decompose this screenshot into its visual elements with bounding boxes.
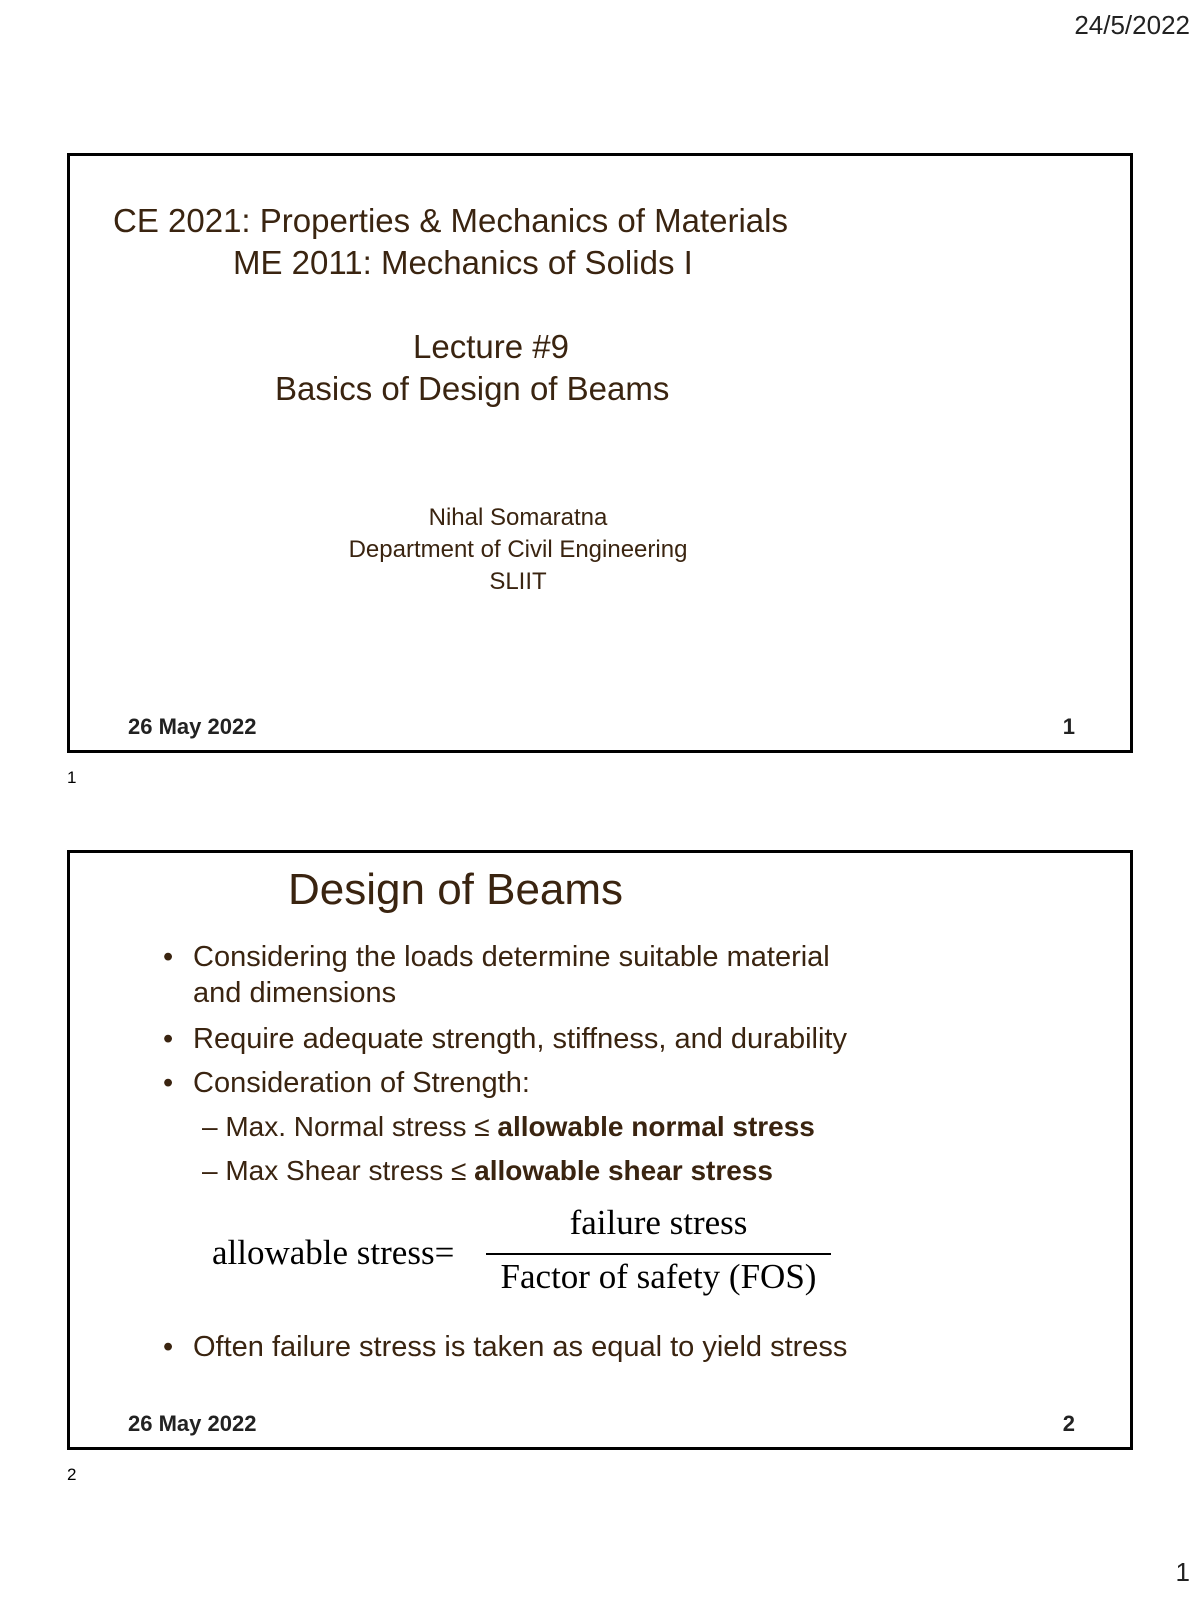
author-department: Department of Civil Engineering	[348, 536, 688, 563]
slide-label-2: 2	[67, 1465, 77, 1484]
course-title-line-1: CE 2021: Properties & Mechanics of Materials	[113, 202, 788, 239]
sub-bullet-item	[202, 1111, 815, 1143]
slide-label-1: 1	[67, 768, 77, 787]
formula-numerator: failure stress	[569, 1203, 748, 1242]
bullet-item	[163, 941, 830, 1010]
bullet-dot: •	[163, 1331, 174, 1363]
bullet-dot: •	[163, 941, 174, 973]
course-title-line-2: ME 2011: Mechanics of Solids I	[233, 244, 693, 281]
slide-footer-number: 1	[1062, 714, 1075, 739]
bullet-text-line-1: Considering the loads determine suitable material	[193, 941, 830, 973]
author-name: Nihal Somaratna	[428, 504, 608, 531]
fraction-bar	[486, 1253, 831, 1255]
bullet-text: Often failure stress is taken as equal to yield stress	[193, 1331, 848, 1363]
slide-2	[67, 850, 1133, 1450]
bullet-item	[163, 1067, 530, 1100]
sub-bullet-emphasis: allowable shear stress	[474, 1155, 773, 1186]
sub-bullet-text: – Max Shear stress ≤	[202, 1155, 475, 1186]
slide-1	[67, 153, 1133, 753]
bullet-text: Require adequate strength, stiffness, and durability	[193, 1023, 847, 1055]
header-date: 24/5/2022	[1074, 10, 1190, 40]
slide-footer-date: 26 May 2022	[128, 1411, 257, 1436]
lecture-topic: Basics of Design of Beams	[275, 370, 670, 407]
bullet-text: Consideration of Strength:	[193, 1067, 530, 1099]
slide-title: Design of Beams	[288, 865, 624, 914]
slide-footer-date: 26 May 2022	[128, 714, 257, 739]
page-number: 1	[1175, 1557, 1190, 1587]
sub-bullet-text: – Max. Normal stress ≤	[202, 1111, 498, 1142]
sub-bullet-emphasis: allowable normal stress	[497, 1111, 815, 1142]
lecture-number: Lecture #9	[413, 328, 569, 365]
bullet-text-line-2: and dimensions	[193, 977, 397, 1009]
bullet-item	[163, 1023, 847, 1056]
bullet-dot: •	[163, 1067, 174, 1099]
formula-lhs: allowable stress=	[212, 1233, 455, 1272]
bullet-item	[163, 1331, 848, 1364]
slide-footer-number: 2	[1062, 1411, 1075, 1436]
bullet-dot: •	[163, 1023, 174, 1055]
sub-bullet-item	[202, 1155, 773, 1187]
author-institution: SLIIT	[489, 568, 547, 595]
formula-denominator: Factor of safety (FOS)	[500, 1257, 817, 1296]
